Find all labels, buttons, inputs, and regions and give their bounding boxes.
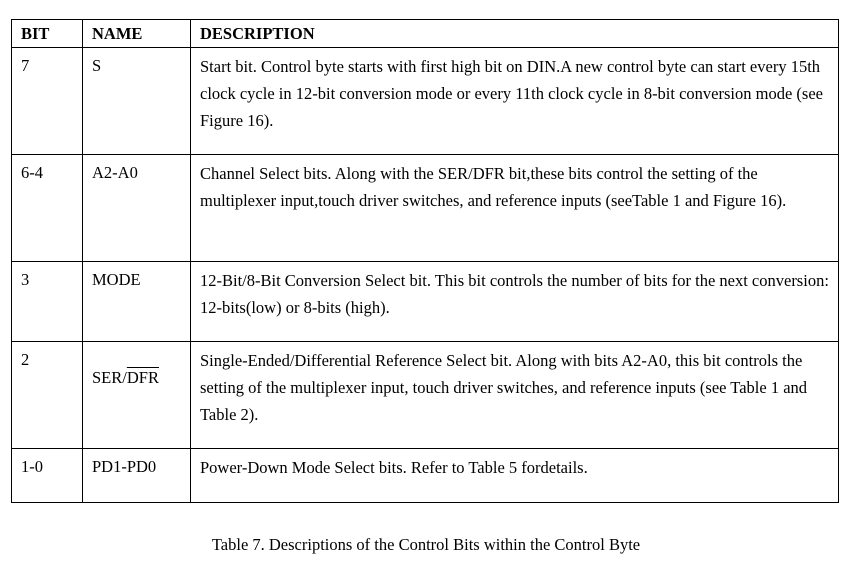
table-header-row [12,20,839,48]
table-row [12,262,839,342]
table-row [12,342,839,449]
control-bits-table [11,19,839,503]
name-cell: S [83,48,191,155]
bit-cell: 7 [12,48,83,155]
header-name: NAME [83,20,191,48]
name-cell: A2-A0 [83,155,191,262]
name-cell: MODE [83,262,191,342]
description-cell: Power-Down Mode Select bits. Refer to Table 5 fordetails. [191,449,839,503]
table-row [12,48,839,155]
bit-cell: 6-4 [12,155,83,262]
name-cell: PD1-PD0 [83,449,191,503]
bit-cell: 1-0 [12,449,83,503]
table-caption: Table 7. Descriptions of the Control Bits within the Control Byte [211,535,641,554]
header-bit: BIT [12,20,83,48]
bit-cell: 3 [12,262,83,342]
table-row [12,155,839,262]
description-cell: Channel Select bits. Along with the SER/DFR bit,these bits control the setting of the multiplexer input,touch driver switches, and reference inputs (seeTable 1 and Figure 16). [191,155,839,262]
name-cell [83,342,191,449]
header-description: DESCRIPTION [191,20,839,48]
description-cell: Single-Ended/Differential Reference Select bit. Along with bits A2-A0, this bit controls the setting of the multiplexer input, touch driver switches, and reference inputs (see Table 1 and Table 2). [191,342,839,449]
description-cell: 12-Bit/8-Bit Conversion Select bit. This bit controls the number of bits for the next conversion: 12-bits(low) or 8-bits (high). [191,262,839,342]
name-prefix: SER/ [92,368,127,387]
table-row [12,449,839,503]
bit-cell: 2 [12,342,83,449]
description-cell: Start bit. Control byte starts with first high bit on DIN.A new control byte can start every 15th clock cycle in 12-bit conversion mode or every 11th clock cycle in 8-bit conversion mode (see Figure 16). [191,48,839,155]
ser-dfr-name [92,346,159,391]
name-overlined-dfr: $\overline{DFR}$ [126,368,159,387]
